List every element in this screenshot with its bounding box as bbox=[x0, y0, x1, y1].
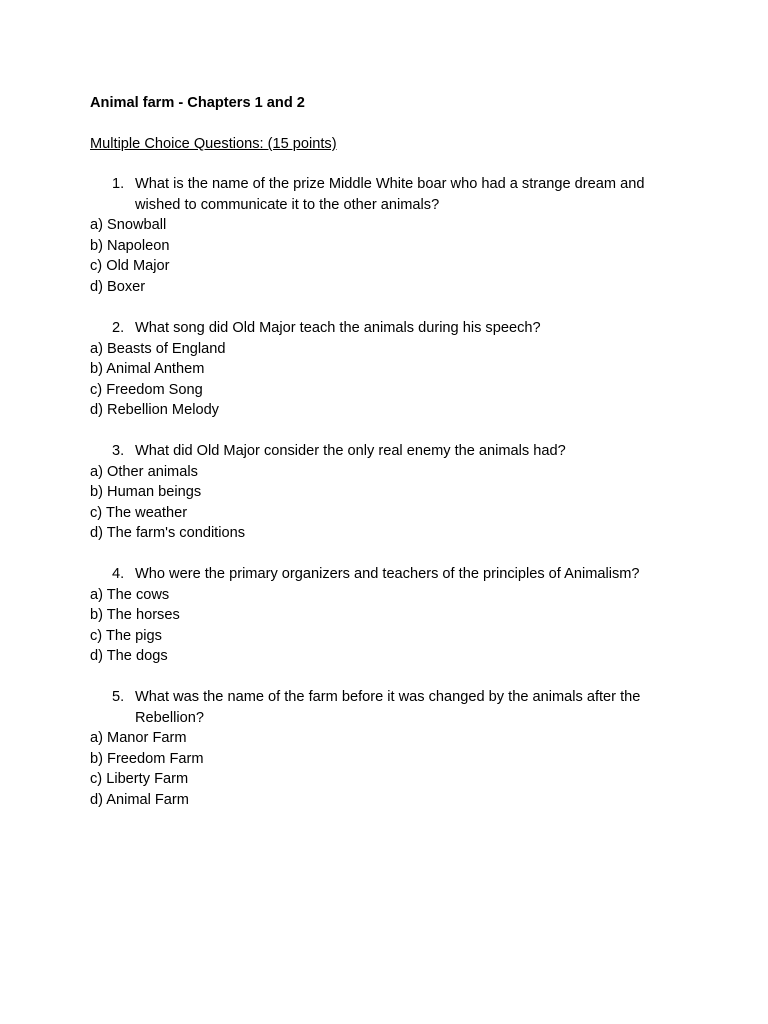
question-4-number: 4. bbox=[112, 566, 125, 582]
question-3 bbox=[90, 441, 690, 544]
document-title: Animal farm - Chapters 1 and 2 bbox=[90, 95, 305, 111]
question-2-option-b: b) Animal Anthem bbox=[90, 361, 205, 377]
question-4-option-b: b) The horses bbox=[90, 607, 180, 623]
question-3-number: 3. bbox=[112, 443, 125, 459]
question-4 bbox=[90, 564, 690, 667]
question-3-option-d: d) The farm's conditions bbox=[90, 525, 246, 541]
question-5-option-c: c) Liberty Farm bbox=[90, 771, 189, 787]
section-heading: Multiple Choice Questions: (15 points) bbox=[90, 136, 337, 152]
question-3-prompt bbox=[90, 441, 675, 462]
question-1 bbox=[90, 174, 690, 297]
question-1-option-a: a) Snowball bbox=[90, 217, 167, 233]
question-4-prompt bbox=[90, 564, 675, 585]
question-4-option-d: d) The dogs bbox=[90, 648, 168, 664]
question-1-option-c: c) Old Major bbox=[90, 258, 170, 274]
question-2-text: What song did Old Major teach the animals during his speech? bbox=[135, 320, 541, 336]
question-1-text: What is the name of the prize Middle White boar who had a strange dream and wished to communicate it to the other animals? bbox=[135, 176, 645, 213]
question-5-option-a: a) Manor Farm bbox=[90, 730, 187, 746]
question-4-option-c: c) The pigs bbox=[90, 627, 162, 644]
question-2-prompt bbox=[90, 318, 675, 339]
question-5-number: 5. bbox=[112, 689, 125, 705]
question-2 bbox=[90, 318, 690, 421]
question-1-option-d: d) Boxer bbox=[90, 278, 146, 295]
question-1-number: 1. bbox=[112, 176, 125, 192]
question-3-option-b: b) Human beings bbox=[90, 484, 202, 500]
question-3-option-c: c) The weather bbox=[90, 504, 188, 521]
question-4-text: Who were the primary organizers and teachers of the principles of Animalism? bbox=[135, 566, 640, 582]
question-1-prompt bbox=[90, 174, 675, 215]
question-5-text: What was the name of the farm before it was changed by the animals after the Rebellion? bbox=[135, 689, 641, 726]
question-2-option-a: a) Beasts of England bbox=[90, 340, 226, 357]
question-2-option-d: d) Rebellion Melody bbox=[90, 402, 219, 418]
question-3-option-a: a) Other animals bbox=[90, 463, 198, 480]
question-2-option-c: c) Freedom Song bbox=[90, 381, 203, 398]
question-5-option-b: b) Freedom Farm bbox=[90, 750, 204, 767]
question-5-prompt bbox=[90, 687, 675, 728]
question-3-text: What did Old Major consider the only real enemy the animals had? bbox=[135, 443, 566, 459]
question-5-option-d: d) Animal Farm bbox=[90, 791, 189, 808]
question-2-number: 2. bbox=[112, 320, 125, 336]
question-4-option-a: a) The cows bbox=[90, 586, 170, 603]
question-1-option-b: b) Napoleon bbox=[90, 237, 170, 254]
question-5 bbox=[90, 687, 690, 810]
